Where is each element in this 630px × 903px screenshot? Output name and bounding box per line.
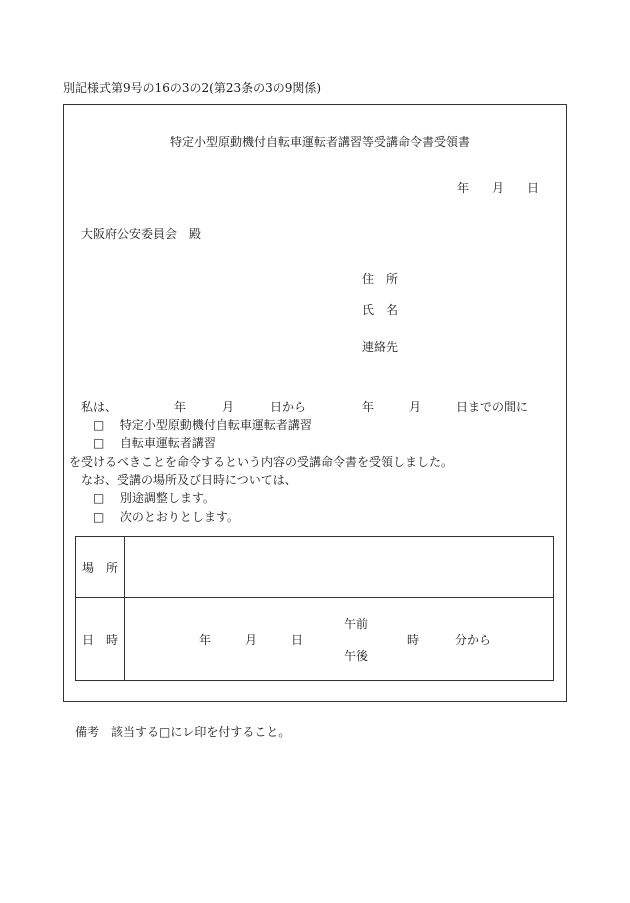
period-year-2: 年 <box>362 400 375 414</box>
place-field[interactable] <box>126 538 551 595</box>
addressee: 大阪府公安委員会 殿 <box>81 227 202 241</box>
datetime-pm[interactable]: 午後 <box>344 649 369 663</box>
checkbox-icon[interactable]: □ <box>93 418 105 432</box>
schedule-option-label: 別途調整します。 <box>119 491 215 505</box>
period-day-from: 日から <box>270 400 307 414</box>
address-label: 住 所 <box>362 272 399 286</box>
period-month-1: 月 <box>222 400 235 414</box>
statement: を受けるべきことを命令するという内容の受講命令書を受領しました。 <box>69 455 454 469</box>
place-label: 場 所 <box>82 561 119 575</box>
info-table <box>75 536 554 681</box>
checkbox-icon[interactable]: □ <box>93 436 105 450</box>
date-year-label: 年 <box>457 181 470 195</box>
datetime-am[interactable]: 午前 <box>344 617 369 631</box>
schedule-note: なお、受講の場所及び日時については、 <box>81 473 297 487</box>
course-option-special-moped[interactable] <box>93 419 312 431</box>
contact-label: 連絡先 <box>362 340 399 354</box>
datetime-hour: 時 <box>407 633 420 647</box>
datetime-year: 年 <box>199 633 212 647</box>
checkbox-icon[interactable]: □ <box>93 510 105 524</box>
form-number: 別記様式第9号の16の3の2(第23条の3の9関係) <box>63 81 322 95</box>
course-option-label: 特定小型原動機付自転車運転者講習 <box>119 418 312 432</box>
datetime-minute-from: 分から <box>455 633 492 647</box>
date-day-label: 日 <box>527 181 540 195</box>
schedule-option-label: 次のとおりとします。 <box>119 510 239 524</box>
course-option-label: 自転車運転者講習 <box>119 436 216 450</box>
table-divider-vertical <box>124 537 125 680</box>
date-month-label: 月 <box>492 181 505 195</box>
table-divider-horizontal <box>76 597 553 598</box>
form-title: 特定小型原動機付自転車運転者講習等受講命令書受領書 <box>170 135 471 149</box>
period-year-1: 年 <box>174 400 187 414</box>
name-label: 氏 名 <box>362 303 399 317</box>
datetime-day: 日 <box>291 633 304 647</box>
schedule-option-arrange[interactable] <box>93 492 215 504</box>
remarks: 備考 該当する□にレ印を付すること。 <box>75 725 291 739</box>
datetime-month: 月 <box>245 633 258 647</box>
body-intro: 私は、 <box>81 400 118 414</box>
period-month-2: 月 <box>409 400 422 414</box>
checkbox-icon[interactable]: □ <box>93 491 105 505</box>
datetime-label: 日 時 <box>82 633 119 647</box>
period-day-until: 日までの間に <box>456 400 529 414</box>
course-option-bicycle[interactable] <box>93 437 216 449</box>
schedule-option-as-follows[interactable] <box>93 511 239 523</box>
